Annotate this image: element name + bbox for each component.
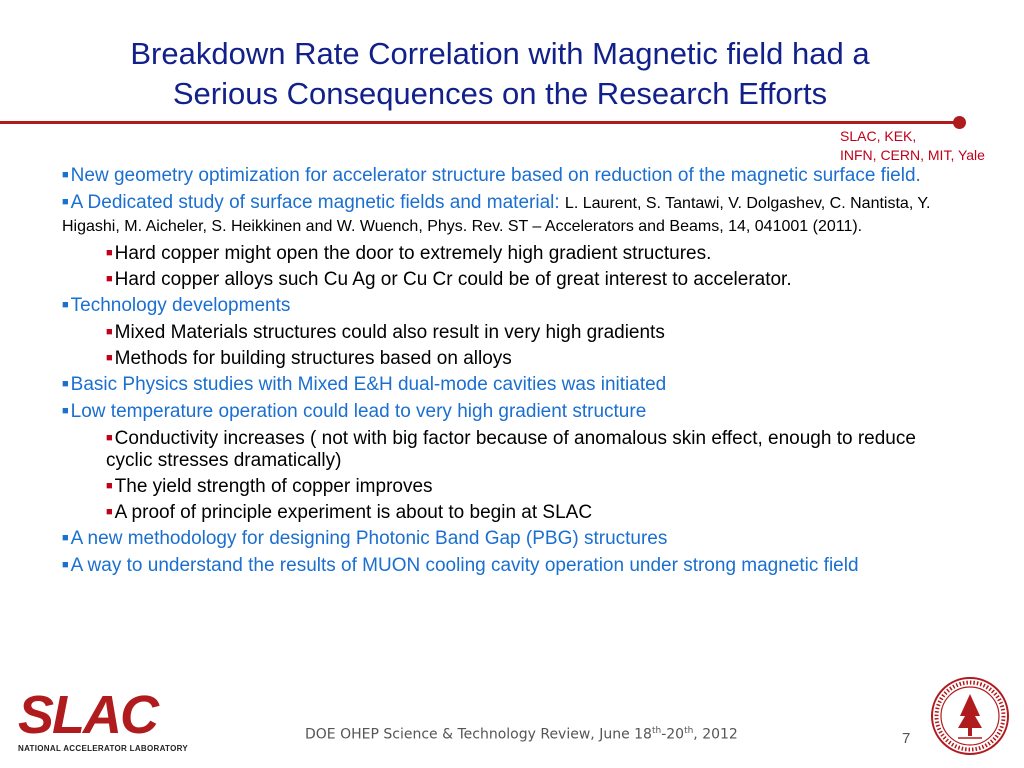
- slac-logo-word: SLAC: [18, 685, 157, 745]
- bullet-marker-icon: ■: [62, 196, 69, 208]
- subbullet-alloy-methods: ■ Methods for building structures based on alloys: [106, 348, 512, 369]
- collaborators-line-2: INFN, CERN, MIT, Yale: [840, 147, 985, 163]
- slide-body: [62, 164, 942, 581]
- subbullet-copper-alloys: ■ Hard copper alloys such Cu Ag or Cu Cr could be of great interest to accelerator.: [106, 269, 792, 290]
- bullet-pbg-methodology: ■ A new methodology for designing Photonic Band Gap (PBG) structures: [62, 528, 668, 549]
- bullet-basic-physics: ■ Basic Physics studies with Mixed E&H dual-mode cavities was initiated: [62, 374, 667, 395]
- bullet-marker-icon: ■: [62, 532, 69, 544]
- slac-logo: [18, 685, 193, 753]
- footer-text: DOE OHEP Science & Technology Review, June 18th-20th, 2012: [305, 726, 738, 743]
- reference-citation: L. Laurent, S. Tantawi, V. Dolgashev, C. Nantista, Y. Higashi, M. Aicheler, S. Heikkinen and W. Wuench, Phys. Rev. ST – Accelerators and Beams, 14, 041001 (2011).: [62, 195, 931, 235]
- bullet-marker-icon: ■: [62, 378, 69, 390]
- bullet-dedicated-study: ■ A Dedicated study of surface magnetic fields and material: L. Laurent, S. Tantawi, V. Dolgashev, C. Nantista, Y. Higashi, M. Aicheler, S. Heikkinen and W. Wuench, Phys. Rev. ST – Accelerators and Beams, 14, 041001 (2011).: [62, 192, 931, 235]
- title-divider: [0, 121, 960, 124]
- subbullet-marker-icon: ■: [106, 352, 113, 364]
- bullet-technology-developments: ■ Technology developments: [62, 295, 291, 316]
- bullet-geometry-optimization: ■ New geometry optimization for accelerator structure based on reduction of the magnetic surface field.: [62, 165, 921, 186]
- subbullet-proof-of-principle: ■ A proof of principle experiment is about to begin at SLAC: [106, 502, 593, 523]
- subbullet-marker-icon: ■: [106, 480, 113, 492]
- subbullet-conductivity: ■ Conductivity increases ( not with big factor because of anomalous skin effect, enough to reduce cyclic stresses dramatically): [106, 428, 916, 471]
- slac-logo-subtitle: NATIONAL ACCELERATOR LABORATORY: [18, 744, 189, 753]
- page-number: 7: [902, 730, 911, 747]
- collaborators-line-1: SLAC, KEK,: [840, 128, 917, 144]
- slide-title: [40, 34, 960, 114]
- bullet-marker-icon: ■: [62, 299, 69, 311]
- bullet-marker-icon: ■: [62, 169, 69, 181]
- collaborators-note: [840, 127, 985, 165]
- title-line-2: Serious Consequences on the Research Efforts: [172, 76, 828, 111]
- subbullet-marker-icon: ■: [106, 432, 113, 444]
- subbullet-marker-icon: ■: [106, 506, 113, 518]
- subbullet-marker-icon: ■: [106, 247, 113, 259]
- subbullet-marker-icon: ■: [106, 273, 113, 285]
- subbullet-mixed-materials: ■ Mixed Materials structures could also result in very high gradients: [106, 322, 665, 343]
- bullet-low-temperature: ■ Low temperature operation could lead to very high gradient structure: [62, 401, 647, 422]
- stanford-seal-icon: [930, 676, 1010, 756]
- subbullet-marker-icon: ■: [106, 326, 113, 338]
- subbullet-yield-strength: ■ The yield strength of copper improves: [106, 476, 433, 497]
- bullet-muon-cooling: ■ A way to understand the results of MUON cooling cavity operation under strong magnetic field: [62, 555, 859, 576]
- title-line-1: Breakdown Rate Correlation with Magnetic field had a: [130, 36, 870, 71]
- bullet-marker-icon: ■: [62, 405, 69, 417]
- subbullet-hard-copper: ■ Hard copper might open the door to extremely high gradient structures.: [106, 243, 712, 264]
- bullet-marker-icon: ■: [62, 559, 69, 571]
